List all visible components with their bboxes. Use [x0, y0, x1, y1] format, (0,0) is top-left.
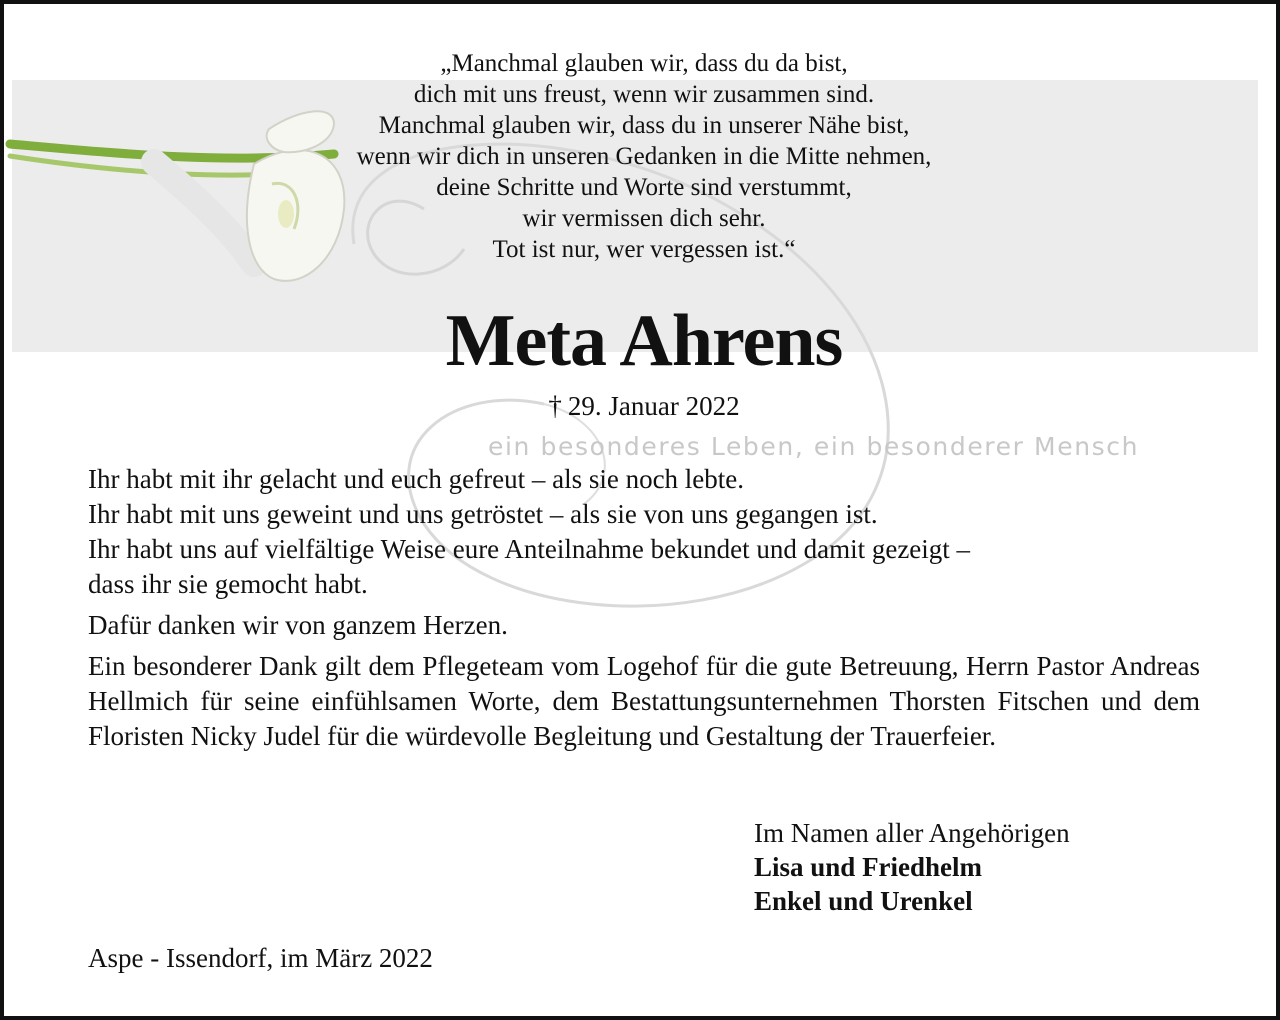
- signature-intro: Im Namen aller Angehörigen: [754, 818, 1070, 848]
- quote-line: Manchmal glauben wir, dass du in unserer Nähe bist,: [378, 112, 910, 139]
- signature-name-1: Lisa und Friedhelm: [754, 852, 983, 882]
- signature-block: [754, 816, 1070, 918]
- quote-line: deine Schritte und Worte sind verstummt,: [436, 174, 852, 201]
- cross-icon: †: [548, 391, 562, 421]
- paragraph-3: Ein besonderer Dank gilt dem Pflegeteam vom Logehof für die gute Betreuung, Herrn Pastor Andreas Hellmich für seine einfühlsamen Worte, dem Bestattungsunternehmen Thorsten Fitschen und dem Floristen Nicky Judel für die würdevolle Begleitung und Gestaltung der Trauerfeier.: [88, 651, 1200, 751]
- quote-line: „Manchmal glauben wir, dass du da bist,: [440, 50, 848, 77]
- quote-line: dich mit uns freust, wenn wir zusammen sind.: [413, 81, 875, 108]
- text-line: Ihr habt mit ihr gelacht und euch gefreut – als sie noch lebte.: [88, 464, 745, 494]
- text-line: Ihr habt uns auf vielfältige Weise eure Anteilnahme bekundet und damit gezeigt –: [88, 534, 971, 564]
- quote-line: Tot ist nur, wer vergessen ist.“: [492, 236, 796, 263]
- quote-line: wir vermissen dich sehr.: [522, 205, 766, 232]
- paragraph-1: [88, 462, 1200, 602]
- memorial-quote: [144, 48, 1144, 265]
- paragraph-2: Dafür danken wir von ganzem Herzen.: [88, 610, 508, 640]
- death-date: 29. Januar 2022: [567, 391, 740, 421]
- signature-name-2: Enkel und Urenkel: [754, 886, 973, 916]
- place-and-date: Aspe - Issendorf, im März 2022: [88, 943, 433, 973]
- quote-line: wenn wir dich in unseren Gedanken in die Mitte nehmen,: [356, 143, 932, 170]
- text-line: dass ihr sie gemocht habt.: [88, 569, 368, 599]
- thanks-text: [88, 462, 1200, 754]
- tagline: ein besonderes Leben, ein besonderer Mensch: [488, 432, 1140, 461]
- deceased-name: Meta Ahrens: [445, 300, 843, 382]
- text-line: Ihr habt mit uns geweint und uns getröstet – als sie von uns gegangen ist.: [88, 499, 878, 529]
- death-date-line: [4, 390, 1280, 422]
